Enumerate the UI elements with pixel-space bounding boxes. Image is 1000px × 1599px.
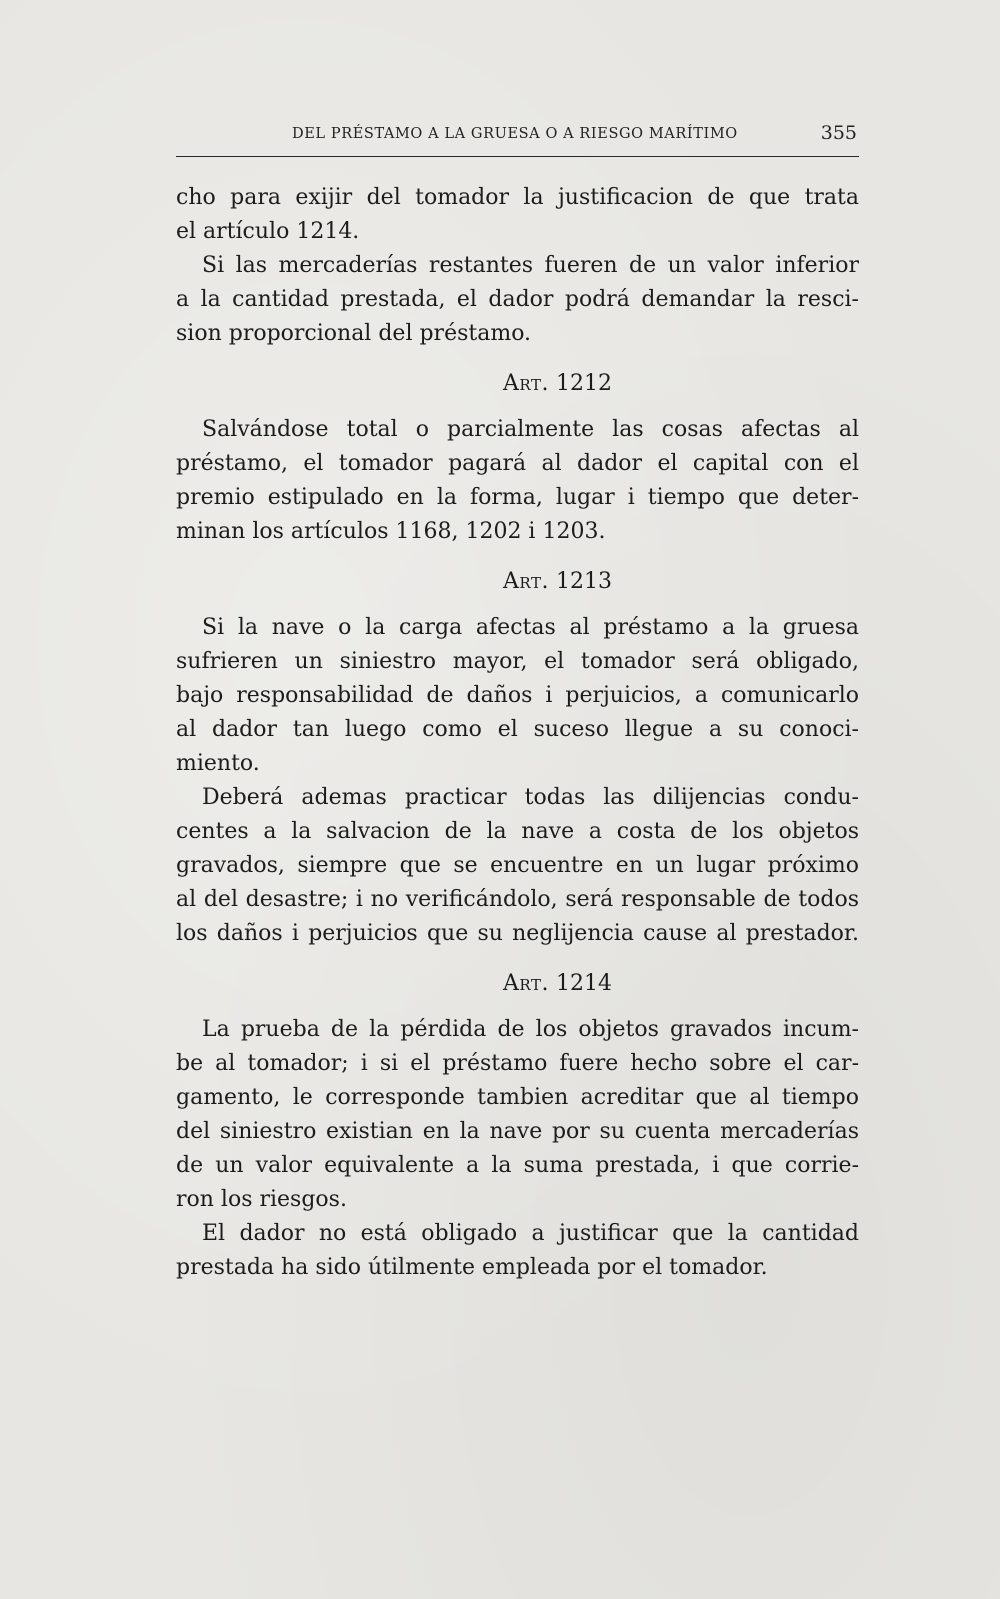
article-number: 1213 xyxy=(555,569,612,594)
text-line: Salvándose total o parcialmente las cosas afectas al xyxy=(202,417,859,442)
text-line: el artículo 1214. xyxy=(176,219,360,244)
text-line: cho para exijir del tomador la justificacion de que trata xyxy=(176,185,859,210)
text-line: ron los riesgos. xyxy=(176,1187,347,1212)
body-text xyxy=(176,181,859,1285)
text-line: Si las mercaderías restantes fueren de un valor inferior xyxy=(202,253,859,278)
article-number: 1212 xyxy=(555,371,612,396)
text-line: Si la nave o la carga afectas al préstamo a la gruesa xyxy=(202,615,859,640)
text-line: El dador no está obligado a justificar que la cantidad xyxy=(202,1221,859,1246)
text-line: centes a la salvacion de la nave a costa de los objetos xyxy=(176,819,859,844)
article-heading xyxy=(176,951,859,1001)
article-label: Art. xyxy=(503,971,549,996)
text-line: minan los artículos 1168, 1202 i 1203. xyxy=(176,519,606,544)
text-line: gamento, le corresponde tambien acreditar que al tiempo xyxy=(176,1085,859,1110)
article-number: 1214 xyxy=(555,971,612,996)
text-line: de un valor equivalente a la suma prestada, i que corrie- xyxy=(176,1153,859,1178)
text-line: Deberá ademas practicar todas las dilijencias condu- xyxy=(202,785,859,810)
text-line: bajo responsabilidad de daños i perjuicios, a comunicarlo xyxy=(176,683,859,708)
article-heading xyxy=(176,351,859,401)
text-line: al dador tan luego como el suceso llegue a su conoci- xyxy=(176,717,859,742)
article-heading xyxy=(176,549,859,599)
running-title: DEL PRÉSTAMO A LA GRUESA O A RIESGO MARÍTIMO xyxy=(292,126,738,142)
article-label: Art. xyxy=(503,569,549,594)
text-line: al del desastre; i no verificándolo, será responsable de todos xyxy=(176,887,859,912)
page-number: 355 xyxy=(820,122,857,144)
text-line: los daños i perjuicios que su neglijencia cause al prestador. xyxy=(176,921,859,946)
text-line: prestada ha sido útilmente empleada por el tomador. xyxy=(176,1255,768,1280)
text-line: préstamo, el tomador pagará al dador el capital con el xyxy=(176,451,859,476)
text-line: premio estipulado en la forma, lugar i tiempo que deter- xyxy=(176,485,859,510)
text-line: sion proporcional del préstamo. xyxy=(176,321,532,346)
text-line: gravados, siempre que se encuentre en un lugar próximo xyxy=(176,853,859,878)
running-head xyxy=(176,122,859,157)
text-line: a la cantidad prestada, el dador podrá demandar la resci- xyxy=(176,287,859,312)
text-line: La prueba de la pérdida de los objetos gravados incum- xyxy=(202,1017,859,1042)
text-line: sufrieren un siniestro mayor, el tomador será obligado, xyxy=(176,649,859,674)
text-line: del siniestro existian en la nave por su cuenta mercaderías xyxy=(176,1119,859,1144)
text-line: miento. xyxy=(176,751,260,776)
article-label: Art. xyxy=(503,371,549,396)
text-line: be al tomador; i si el préstamo fuere hecho sobre el car- xyxy=(176,1051,859,1076)
